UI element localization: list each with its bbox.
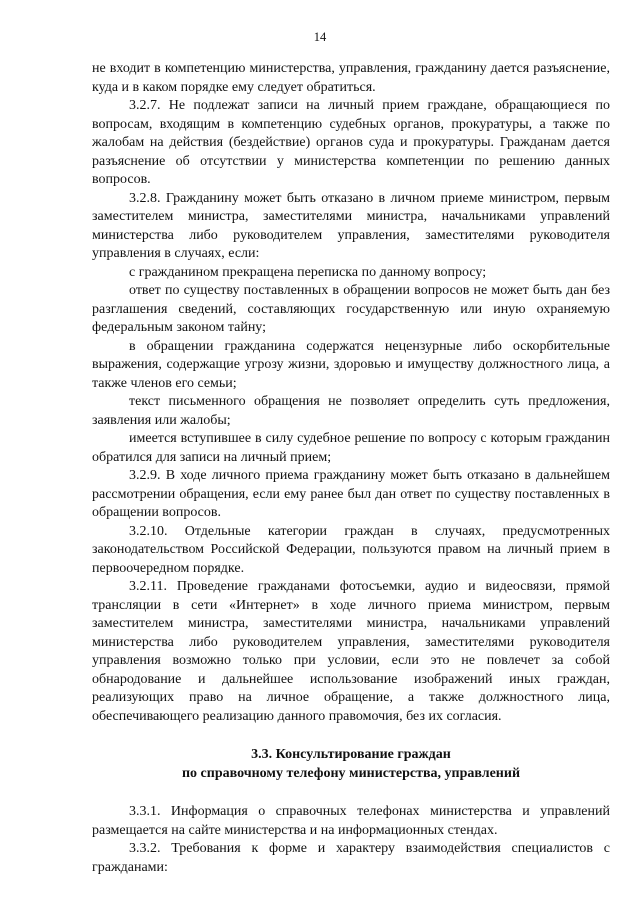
list-item: имеется вступившее в силу судебное решение по вопросу с которым гражданин обратился для записи на личный прием;	[92, 431, 610, 465]
list-item: в обращении гражданина содержатся нецензурные либо оскорбительные выражения, содержащие угрозу жизни, здоровью и имуществу должностного лица, а также членов его семьи;	[92, 338, 610, 391]
document-body	[92, 60, 610, 877]
paragraph-3-2-9: 3.2.9. В ходе личного приема гражданину может быть отказано в дальнейшем рассмотрении обращения, если ему ранее был дан ответ по существу поставленных в обращении вопросов.	[92, 468, 610, 520]
section-heading	[92, 745, 610, 783]
paragraph-3-2-10: 3.2.10. Отдельные категории граждан в случаях, предусмотренных законодательством Российской Федерации, пользуются правом на личный прием в первоочередном порядке.	[92, 523, 610, 576]
section-heading-line-1: 3.3. Консультирование граждан	[251, 747, 451, 762]
paragraph-3-2-8: 3.2.8. Гражданину может быть отказано в личном приеме министром, первым заместителем министра, заместителями министра, начальниками управлений министерства либо руководителем управления, заместителями руководителя управления в случаях, если:	[92, 190, 610, 261]
list-item: ответ по существу поставленных в обращении вопросов не может быть дан без разглашения сведений, составляющих государственную или иную охраняемую федеральным законом тайну;	[92, 283, 610, 335]
list-item: с гражданином прекращена переписка по данному вопросу;	[129, 264, 487, 280]
paragraph-3-2-7: 3.2.7. Не подлежат записи на личный прием граждане, обращающиеся по вопросам, входящим в компетенцию судебных органов, прокуратуры, а также по жалобам на действия (бездействие) органов суда и прокуратуры. Гражданам дается разъяснение об отсутствии у министерства компетенции по решению данных вопросов.	[92, 98, 610, 187]
page-number: 14	[313, 30, 327, 44]
paragraph-3-3-1: 3.3.1. Информация о справочных телефонах министерства и управлений размещается на сайте министерства и на информационных стендах.	[92, 804, 610, 838]
paragraph-continuation: не входит в компетенцию министерства, управления, гражданину дается разъяснение, куда и в каком порядке ему следует обратиться.	[92, 61, 610, 95]
section-heading-line-2: по справочному телефону министерства, управлений	[181, 766, 521, 781]
paragraph-3-2-11: 3.2.11. Проведение гражданами фотосъемки, аудио и видеосвязи, прямой трансляции в сети «Интернет» в ходе личного приема министром, первым заместителем министра, заместителями министра, начальниками управлений министерства либо руководителем управления, заместителями руководителя управления возможно только при условии, если это не повлечет за собой обнародование и дальнейшее использование изображений иных граждан, реализующих право на личное обращение, а также должностного лица, обеспечивающего реализацию данного правомочия, без их согласия.	[92, 579, 610, 724]
paragraph-3-3-2: 3.3.2. Требования к форме и характеру взаимодействия специалистов с гражданами:	[92, 841, 610, 875]
list-item: текст письменного обращения не позволяет определить суть предложения, заявления или жалобы;	[92, 394, 610, 428]
